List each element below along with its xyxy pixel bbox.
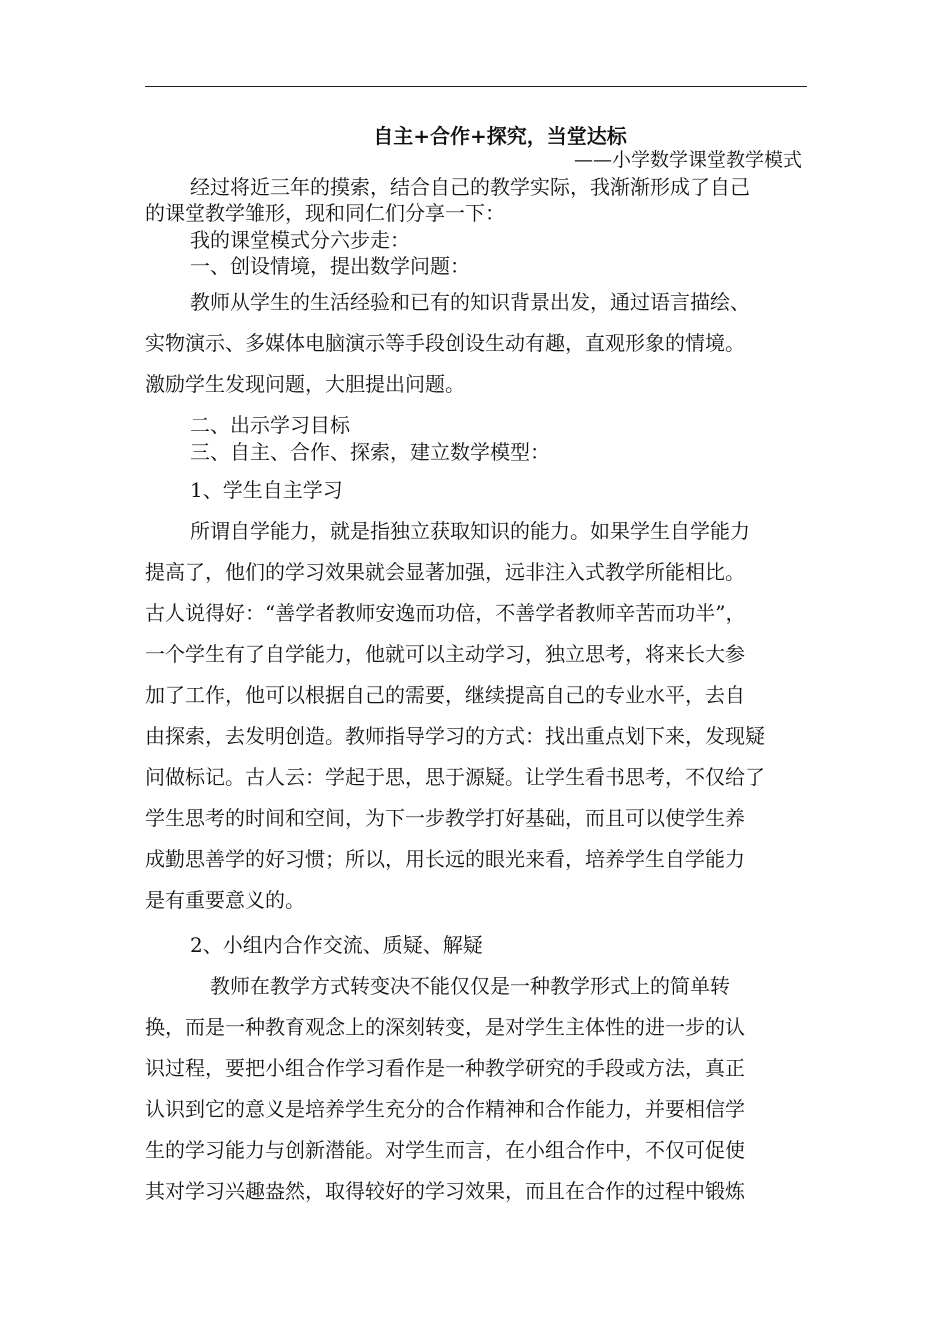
paragraph-line: 问做标记。古人云：学起于思，思于源疑。让学生看书思考，不仅给了: [145, 765, 765, 789]
page-title: 自主+合作+探究，当堂达标: [373, 124, 627, 148]
section-heading: 三、自主、合作、探索，建立数学模型：: [190, 440, 550, 464]
paragraph-line: 古人说得好：“善学者教师安逸而功倍，不善学者教师辛苦而功半”，: [145, 601, 746, 625]
paragraph-line: 生的学习能力与创新潜能。对学生而言，在小组合作中，不仅可促使: [145, 1138, 745, 1162]
paragraph-line: 学生思考的时间和空间，为下一步教学打好基础，而且可以使学生养: [145, 806, 745, 830]
paragraph-line: 识过程，要把小组合作学习看作是一种教学研究的手段或方法，真正: [145, 1056, 745, 1080]
page-subtitle: ——小学数学课堂教学模式: [573, 149, 802, 171]
paragraph-line: 加了工作，他可以根据自己的需要，继续提高自己的专业水平，去自: [145, 683, 745, 707]
paragraph-line: 提高了，他们的学习效果就会显著加强，远非注入式教学所能相比。: [145, 560, 745, 584]
paragraph-line: 认识到它的意义是培养学生充分的合作精神和合作能力，并要相信学: [145, 1097, 745, 1121]
paragraph-line: 教师从学生的生活经验和已有的知识背景出发，通过语言描绘、: [190, 290, 750, 314]
paragraph-line: 换，而是一种教育观念上的深刻转变，是对学生主体性的进一步的认: [145, 1015, 745, 1039]
header-rule: [145, 86, 807, 87]
paragraph-line: 由探索，去发明创造。教师指导学习的方式：找出重点划下来，发现疑: [145, 724, 765, 748]
subsection-heading: 1、学生自主学习: [190, 478, 343, 502]
paragraph-line: 是有重要意义的。: [145, 888, 305, 912]
paragraph-line: 一个学生有了自学能力，他就可以主动学习，独立思考，将来长大参: [145, 642, 745, 666]
section-heading: 二、出示学习目标: [190, 413, 350, 437]
paragraph-line: 经过将近三年的摸索，结合自己的教学实际，我渐渐形成了自己: [190, 175, 750, 199]
paragraph-line: 教师在教学方式转变决不能仅仅是一种教学形式上的简单转: [210, 974, 730, 998]
paragraph-line: 激励学生发现问题，大胆提出问题。: [145, 372, 465, 396]
paragraph-line: 所谓自学能力，就是指独立获取知识的能力。如果学生自学能力: [190, 519, 750, 543]
paragraph-line: 其对学习兴趣盎然，取得较好的学习效果，而且在合作的过程中锻炼: [145, 1179, 745, 1203]
paragraph-line: 的课堂教学雏形，现和同仁们分享一下：: [145, 201, 505, 225]
paragraph-line: 我的课堂模式分六步走：: [190, 228, 410, 252]
section-heading: 一、创设情境，提出数学问题：: [190, 254, 470, 278]
paragraph-line: 实物演示、多媒体电脑演示等手段创设生动有趣，直观形象的情境。: [145, 331, 745, 355]
paragraph-line: 成勤思善学的好习惯；所以，用长远的眼光来看，培养学生自学能力: [145, 847, 745, 871]
subsection-heading: 2、小组内合作交流、质疑、解疑: [190, 933, 483, 957]
